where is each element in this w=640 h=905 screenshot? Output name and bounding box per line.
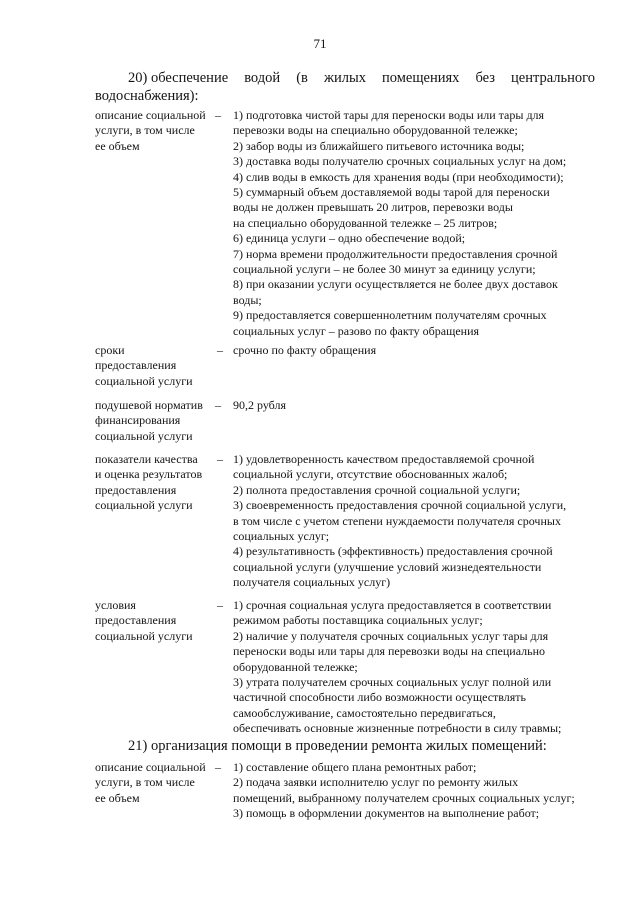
label-line: услуги, в том числе [95, 775, 195, 790]
row-dash: – [217, 598, 223, 612]
value-line: 3) утрата получателем срочных социальных услуг полной или [233, 675, 552, 690]
heading-word: (в [296, 70, 308, 86]
value-line: 5) суммарный объем доставляемой воды тарой для переноски [233, 185, 550, 200]
value-line: социальных услуг; [233, 529, 330, 544]
heading-word: жилых [323, 70, 366, 86]
label-line: услуги, в том числе [95, 123, 195, 138]
row-value [233, 398, 595, 413]
value-line: 1) удовлетворенность качеством предоставляемой срочной [233, 452, 535, 466]
label-line: ее объем [95, 790, 140, 805]
row-dash: – [215, 760, 221, 774]
page-number: 71 [313, 36, 327, 51]
row-dash: – [217, 452, 223, 466]
value-line: 3) своевременность предоставления срочной социальной услуги, [233, 498, 567, 513]
heading-word: 20) обеспечение [128, 70, 229, 86]
label-line: социальной услуги [95, 628, 193, 643]
label-line: финансирования [95, 413, 181, 428]
value-line: социальных услуг – разово по факту обращения [233, 323, 480, 338]
value-line: 1) срочная социальная услуга предоставляется в соответствии [233, 598, 552, 612]
section-20-heading [95, 69, 595, 105]
row-label [95, 398, 215, 444]
value-line: 8) при оказании услуги осуществляется не более двух доставок [233, 277, 558, 292]
row-value [233, 760, 595, 822]
heading-word: без [475, 70, 495, 86]
value-line: 9) предоставляется совершеннолетним получателям срочных [233, 308, 547, 323]
label-line: описание социальной [95, 760, 206, 774]
value-line: оборудованной тележке; [233, 659, 358, 674]
label-line: и оценка результатов [95, 467, 203, 482]
value-line: социальной услуги, отсутствие обоснованных жалоб; [233, 467, 508, 482]
row-label [95, 343, 215, 389]
row-value [233, 452, 595, 591]
row-value [233, 343, 595, 358]
row-dash: – [215, 108, 221, 122]
value-line: воды; [233, 292, 262, 307]
value-line: на специально оборудованной тележке – 25 литров; [233, 215, 498, 230]
value-line: 2) полнота предоставления срочной социальной услуги; [233, 482, 521, 497]
value-line: социальной услуги – не более 30 минут за единицу услуги; [233, 262, 536, 277]
label-line: предоставления [95, 482, 177, 497]
row-value [233, 598, 595, 737]
value-line: 3) доставка воды получателю срочных социальных услуг на дом; [233, 154, 567, 169]
label-line: социальной услуги [95, 373, 193, 388]
value-line: 4) результативность (эффективность) предоставления срочной [233, 544, 553, 559]
value-line: 2) забор воды из ближайшего питьевого источника воды; [233, 138, 525, 153]
value-line: режимом работы поставщика социальных услуг; [233, 613, 483, 628]
value-line: 4) слив воды в емкость для хранения воды (при необходимости); [233, 169, 564, 184]
row-label [95, 452, 215, 514]
value-line: 2) наличие у получателя срочных социальных услуг тары для [233, 628, 549, 643]
label-line: социальной услуги [95, 428, 193, 443]
label-line: условия [95, 598, 136, 612]
label-line: предоставления [95, 613, 177, 628]
heading-word: центрального [511, 70, 595, 86]
value-line: воды не должен превышать 20 литров, перевозки воды [233, 200, 513, 215]
value-line: самообслуживание, самостоятельно передвигаться, [233, 705, 496, 720]
label-line: подушевой норматив [95, 398, 203, 412]
value-line: помещений, выбранному получателем срочных социальных услуг; [233, 790, 575, 805]
section-21-heading: 21) организация помощи в проведении ремонта жилых помещений: [128, 738, 547, 754]
heading-word: водой [244, 70, 281, 86]
value-line: обеспечивать основные жизненные потребности в силу травмы; [233, 721, 562, 736]
value-line: 3) помощь в оформлении документов на выполнение работ; [233, 806, 540, 821]
value-line: перевозки воды на специально оборудованной тележке; [233, 123, 518, 138]
label-line: социальной услуги [95, 498, 193, 513]
row-value [233, 108, 595, 339]
value-line: 1) составление общего плана ремонтных работ; [233, 760, 477, 774]
heading-word: помещениях [382, 70, 460, 86]
row-dash: – [215, 398, 221, 412]
value-line: в том числе с учетом степени нуждаемости получателя срочных [233, 513, 561, 528]
row-label [95, 760, 215, 806]
value-line: 1) подготовка чистой тары для переноски воды или тары для [233, 108, 545, 122]
section-20-heading-line2: водоснабжения): [95, 88, 199, 104]
section-20-heading-line1 [95, 69, 595, 87]
label-line: показатели качества [95, 452, 198, 466]
label-line: описание социальной [95, 108, 206, 122]
label-line: ее объем [95, 138, 140, 153]
value-line: 7) норма времени продолжительности предоставления срочной [233, 246, 558, 261]
value-line: 90,2 рубля [233, 398, 286, 412]
value-line: частичной способности либо возможности осуществлять [233, 690, 527, 705]
value-line: срочно по факту обращения [233, 343, 377, 357]
row-label [95, 598, 215, 644]
label-line: сроки [95, 343, 125, 357]
value-line: 6) единица услуги – одно обеспечение водой; [233, 231, 466, 246]
value-line: получателя социальных услуг) [233, 575, 391, 590]
value-line: 2) подача заявки исполнителю услуг по ремонту жилых [233, 775, 519, 790]
value-line: переноски воды или тары для перевозки воды на специально [233, 644, 546, 659]
value-line: социальной услуги (улучшение условий жизнедеятельности [233, 559, 542, 574]
label-line: предоставления [95, 358, 177, 373]
row-label [95, 108, 215, 154]
row-dash: – [217, 343, 223, 357]
